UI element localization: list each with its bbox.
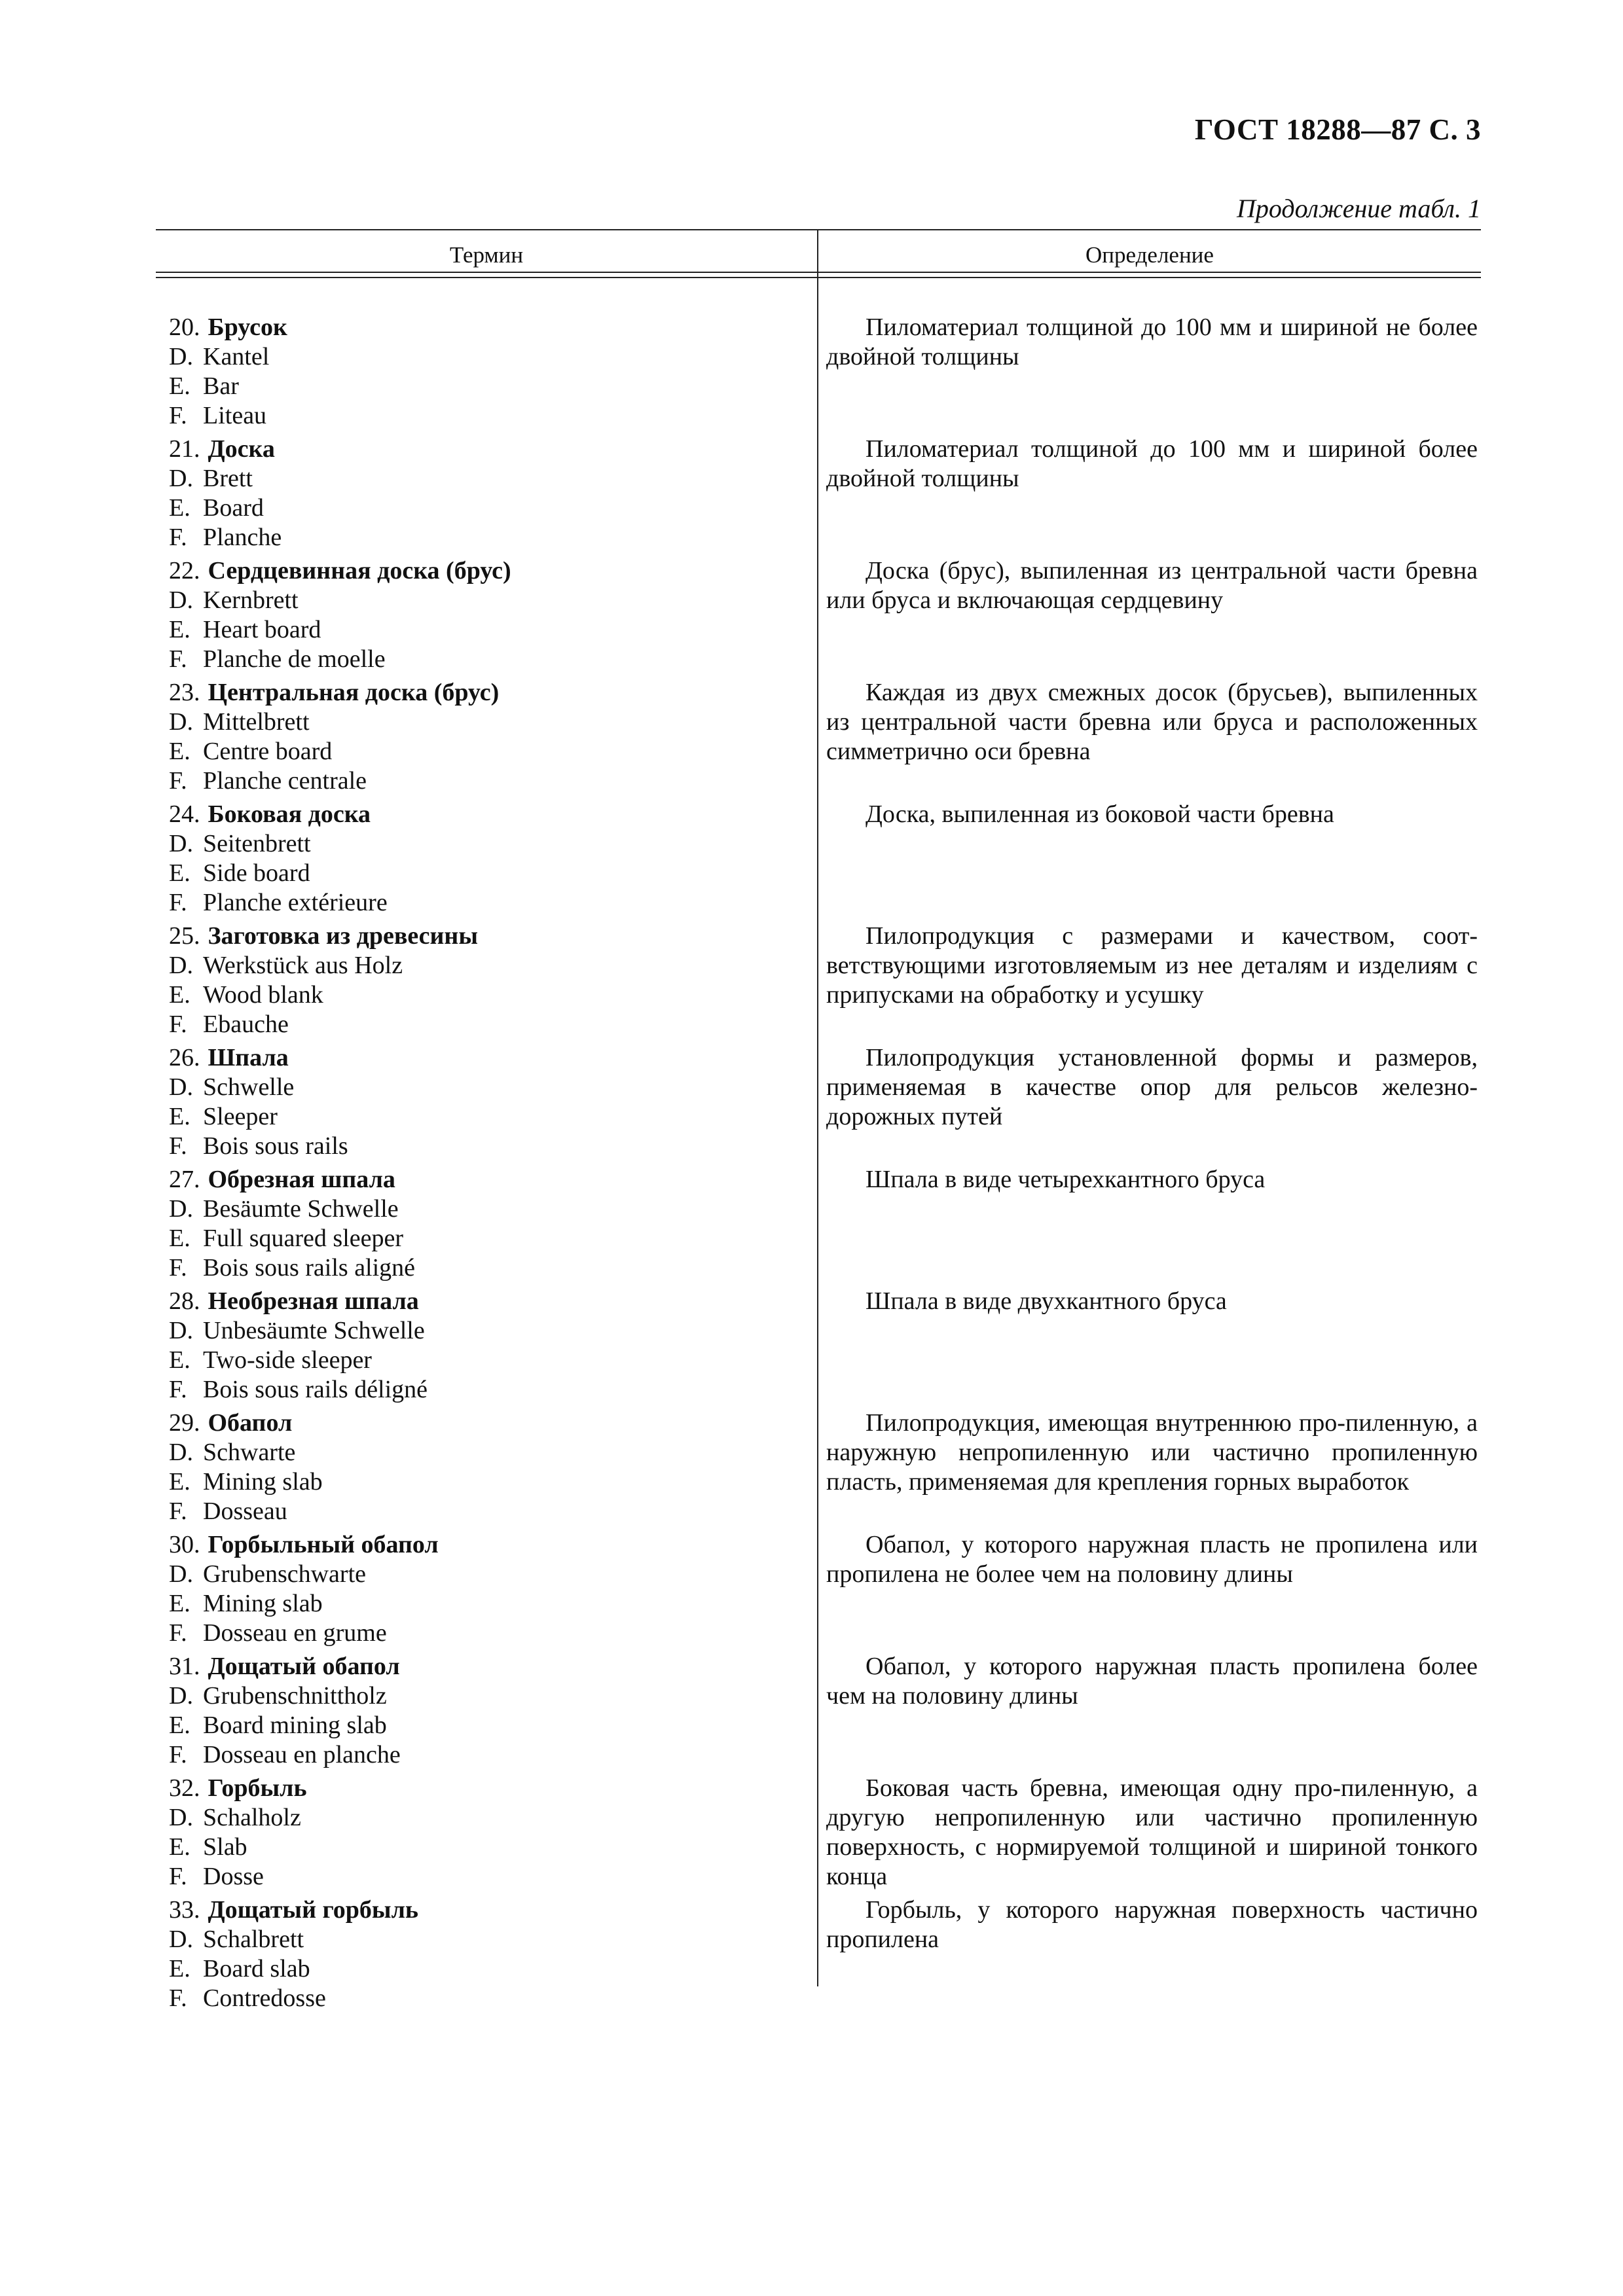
language-label: E. — [169, 1225, 191, 1252]
language-label: E. — [169, 372, 191, 400]
language-label: D. — [169, 1317, 193, 1344]
term-translation-de — [169, 1925, 811, 1954]
language-label: F. — [169, 524, 187, 551]
language-label: D. — [169, 1560, 193, 1588]
term-title-line — [169, 1408, 811, 1438]
term-translation-en — [169, 737, 811, 766]
definition-cell: Обапол, у которого наружная пласть пропилена более чем на половину длины — [826, 1653, 1478, 1710]
definition-cell: Горбыль, у которого наружная поверхность частично пропилена — [826, 1896, 1478, 1953]
term-translation-fr — [169, 1740, 811, 1770]
definition-cell: Пиломатериал толщиной до 100 мм и шириной не более двойной толщины — [826, 314, 1478, 370]
definition-cell: Боковая часть бревна, имеющая одну про-пиленную, а другую непропиленную или частично пропиленную поверхность, с нормируемой толщиной и шириной тонкого конца — [826, 1774, 1478, 1890]
term-translation-en — [169, 1954, 811, 1984]
translation-text: Seitenbrett — [203, 830, 311, 857]
translation-text: Planche — [203, 524, 282, 551]
definition-cell: Шпала в виде двухкантного бруса — [866, 1287, 1227, 1315]
term-translation-en — [169, 1102, 811, 1132]
term-cell — [169, 556, 811, 674]
term-translation-fr — [169, 645, 811, 674]
term-translation-en — [169, 1589, 811, 1619]
translation-text: Mittelbrett — [203, 708, 310, 736]
term-title-line — [169, 1652, 811, 1681]
definition-cell: Пилопродукция с размерами и качеством, соот-ветствующими изготовляемым из нее деталям и изделиям с припусками на обработку и усушку — [826, 922, 1478, 1009]
term-translation-de — [169, 1073, 811, 1102]
language-label: F. — [169, 889, 187, 916]
term-translation-en — [169, 1224, 811, 1253]
translation-text: Schwelle — [203, 1073, 295, 1101]
term-translation-fr — [169, 1375, 811, 1405]
term-cell — [169, 922, 811, 1039]
translation-text: Grubenschnittholz — [203, 1682, 387, 1710]
translation-text: Liteau — [203, 402, 267, 429]
term-cell — [169, 435, 811, 552]
translation-text: Brett — [203, 465, 253, 492]
term-russian: Центральная доска (брус) — [208, 679, 500, 706]
term-translation-fr — [169, 401, 811, 431]
language-label: D. — [169, 586, 193, 614]
definition-cell: Доска, выпиленная из боковой части бревна — [866, 800, 1334, 828]
term-russian: Горбыль — [208, 1774, 307, 1802]
term-translation-de — [169, 342, 811, 372]
term-russian: Доска — [208, 435, 275, 463]
term-cell — [169, 1895, 811, 2013]
term-translation-en — [169, 1346, 811, 1375]
definition-cell: Доска (брус), выпиленная из центральной части бревна или бруса и включающая сердцевину — [826, 557, 1478, 614]
term-number: 29. — [169, 1409, 200, 1437]
term-title-line — [169, 1530, 811, 1560]
term-title-line — [169, 556, 811, 586]
translation-text: Wood blank — [203, 981, 323, 1009]
language-label: D. — [169, 952, 193, 979]
translation-text: Dosseau — [203, 1498, 287, 1525]
term-russian: Дощатый обапол — [208, 1653, 400, 1680]
translation-text: Schwarte — [203, 1439, 296, 1466]
term-title-line — [169, 922, 811, 951]
term-cell — [169, 1408, 811, 1526]
term-russian: Заготовка из древесины — [208, 922, 478, 950]
term-cell — [169, 1287, 811, 1405]
term-title-line — [169, 678, 811, 708]
translation-text: Dosseau en planche — [203, 1741, 401, 1768]
translation-text: Planche extérieure — [203, 889, 388, 916]
language-label: F. — [169, 1863, 187, 1890]
translation-text: Werkstück aus Holz — [203, 952, 403, 979]
column-header-definition: Определение — [1085, 242, 1214, 268]
term-title-line — [169, 800, 811, 829]
term-cell — [169, 313, 811, 431]
term-title-line — [169, 1774, 811, 1803]
term-cell — [169, 1043, 811, 1161]
language-label: F. — [169, 402, 187, 429]
term-number: 32. — [169, 1774, 200, 1802]
translation-text: Planche de moelle — [203, 645, 386, 673]
language-label: E. — [169, 1590, 191, 1617]
translation-text: Centre board — [203, 738, 333, 765]
language-label: F. — [169, 1376, 187, 1403]
language-label: E. — [169, 494, 191, 522]
term-translation-fr — [169, 1862, 811, 1892]
definition-cell: Обапол, у которого наружная пласть не пропилена или пропилена не более чем на половину длины — [826, 1531, 1478, 1588]
language-label: E. — [169, 1955, 191, 1982]
term-title-line — [169, 1043, 811, 1073]
translation-text: Heart board — [203, 616, 321, 643]
translation-text: Bois sous rails aligné — [203, 1254, 416, 1282]
term-translation-fr — [169, 1619, 811, 1648]
term-translation-fr — [169, 1984, 811, 2013]
term-russian: Горбыльный обапол — [208, 1531, 439, 1558]
page-header-title: ГОСТ 18288—87 С. 3 — [1194, 113, 1481, 146]
term-number: 22. — [169, 557, 200, 584]
term-translation-en — [169, 980, 811, 1010]
language-label: E. — [169, 981, 191, 1009]
term-translation-en — [169, 372, 811, 401]
translation-text: Slab — [203, 1833, 247, 1861]
translation-text: Bar — [203, 372, 239, 400]
term-title-line — [169, 435, 811, 464]
term-translation-de — [169, 1560, 811, 1589]
term-translation-fr — [169, 1010, 811, 1039]
language-label: D. — [169, 1926, 193, 1953]
language-label: D. — [169, 1804, 193, 1831]
translation-text: Schalholz — [203, 1804, 301, 1831]
term-cell — [169, 1774, 811, 1892]
language-label: F. — [169, 767, 187, 795]
language-label: E. — [169, 738, 191, 765]
definition-cell: Каждая из двух смежных досок (брусьев), выпиленных из центральной части бревна или бруса и расположенных симметрично оси бревна — [826, 679, 1478, 765]
term-translation-en — [169, 493, 811, 523]
language-label: F. — [169, 645, 187, 673]
term-cell — [169, 1165, 811, 1283]
term-number: 26. — [169, 1044, 200, 1071]
language-label: D. — [169, 708, 193, 736]
table-top-rule — [156, 229, 1481, 230]
language-label: D. — [169, 1073, 193, 1101]
translation-text: Side board — [203, 859, 310, 887]
term-title-line — [169, 1165, 811, 1194]
term-translation-en — [169, 1711, 811, 1740]
definition-cell: Шпала в виде четырехкантного бруса — [866, 1166, 1266, 1193]
term-translation-de — [169, 1803, 811, 1833]
language-label: D. — [169, 1682, 193, 1710]
language-label: E. — [169, 1346, 191, 1374]
term-translation-de — [169, 1316, 811, 1346]
language-label: E. — [169, 1833, 191, 1861]
translation-text: Mining slab — [203, 1468, 323, 1496]
term-cell — [169, 1652, 811, 1770]
translation-text: Board — [203, 494, 264, 522]
term-translation-fr — [169, 1497, 811, 1526]
table-column-divider — [817, 229, 818, 1986]
term-number: 21. — [169, 435, 200, 463]
translation-text: Dosse — [203, 1863, 264, 1890]
definition-cell: Пиломатериал толщиной до 100 мм и шириной более двойной толщины — [826, 435, 1478, 492]
term-translation-en — [169, 1467, 811, 1497]
translation-text: Board slab — [203, 1955, 310, 1982]
translation-text: Ebauche — [203, 1011, 289, 1038]
translation-text: Dosseau en grume — [203, 1619, 387, 1647]
language-label: E. — [169, 1468, 191, 1496]
language-label: D. — [169, 465, 193, 492]
translation-text: Bois sous rails déligné — [203, 1376, 428, 1403]
term-number: 27. — [169, 1166, 200, 1193]
term-translation-fr — [169, 1253, 811, 1283]
translation-text: Kantel — [203, 343, 270, 370]
translation-text: Sleeper — [203, 1103, 278, 1130]
language-label: E. — [169, 1712, 191, 1739]
language-label: D. — [169, 830, 193, 857]
language-label: D. — [169, 1195, 193, 1223]
translation-text: Two-side sleeper — [203, 1346, 372, 1374]
language-label: F. — [169, 1254, 187, 1282]
term-translation-fr — [169, 523, 811, 552]
term-number: 31. — [169, 1653, 200, 1680]
language-label: D. — [169, 1439, 193, 1466]
translation-text: Contredosse — [203, 1984, 326, 2012]
language-label: F. — [169, 1498, 187, 1525]
translation-text: Kernbrett — [203, 586, 299, 614]
term-cell — [169, 800, 811, 918]
language-label: E. — [169, 616, 191, 643]
table-header-rule-double — [156, 277, 1481, 278]
language-label: F. — [169, 1619, 187, 1647]
term-number: 33. — [169, 1896, 200, 1924]
term-translation-en — [169, 615, 811, 645]
term-translation-fr — [169, 766, 811, 796]
language-label: F. — [169, 1132, 187, 1160]
translation-text: Schalbrett — [203, 1926, 304, 1953]
language-label: D. — [169, 343, 193, 370]
translation-text: Planche centrale — [203, 767, 367, 795]
term-number: 23. — [169, 679, 200, 706]
translation-text: Mining slab — [203, 1590, 323, 1617]
term-translation-de — [169, 1194, 811, 1224]
term-russian: Сердцевинная доска (брус) — [208, 557, 511, 584]
definition-cell: Пилопродукция, имеющая внутреннюю про-пиленную, а наружную непропиленную или частично пропиленную пласть, применяемая для крепления горных выработок — [826, 1409, 1478, 1496]
table-continuation-note: Продолжение табл. 1 — [1236, 194, 1481, 223]
translation-text: Full squared sleeper — [203, 1225, 404, 1252]
column-header-term: Термин — [449, 242, 524, 268]
term-translation-de — [169, 464, 811, 493]
term-russian: Обрезная шпала — [208, 1166, 395, 1193]
language-label: F. — [169, 1984, 187, 2012]
term-russian: Дощатый горбыль — [208, 1896, 418, 1924]
language-label: F. — [169, 1011, 187, 1038]
term-number: 30. — [169, 1531, 200, 1558]
term-cell — [169, 1530, 811, 1648]
term-title-line — [169, 313, 811, 342]
term-russian: Брусок — [208, 314, 287, 341]
term-title-line — [169, 1287, 811, 1316]
term-translation-de — [169, 586, 811, 615]
translation-text: Bois sous rails — [203, 1132, 348, 1160]
term-translation-de — [169, 1438, 811, 1467]
translation-text: Board mining slab — [203, 1712, 387, 1739]
term-number: 24. — [169, 800, 200, 828]
term-russian: Шпала — [208, 1044, 289, 1071]
term-translation-de — [169, 951, 811, 980]
translation-text: Grubenschwarte — [203, 1560, 367, 1588]
term-number: 20. — [169, 314, 200, 341]
term-translation-de — [169, 708, 811, 737]
term-translation-en — [169, 1833, 811, 1862]
term-translation-de — [169, 1681, 811, 1711]
term-russian: Обапол — [208, 1409, 293, 1437]
term-title-line — [169, 1895, 811, 1925]
term-number: 28. — [169, 1287, 200, 1315]
translation-text: Unbesäumte Schwelle — [203, 1317, 425, 1344]
term-translation-fr — [169, 1132, 811, 1161]
term-russian: Боковая доска — [208, 800, 371, 828]
definition-cell: Пилопродукция установленной формы и размеров, применяемая в качестве опор для рельсов железно-дорожных путей — [826, 1044, 1478, 1130]
term-translation-de — [169, 829, 811, 859]
language-label: E. — [169, 859, 191, 887]
term-cell — [169, 678, 811, 796]
term-russian: Необрезная шпала — [208, 1287, 419, 1315]
term-translation-fr — [169, 888, 811, 918]
term-translation-en — [169, 859, 811, 888]
term-number: 25. — [169, 922, 200, 950]
table-header-rule — [156, 272, 1481, 273]
language-label: E. — [169, 1103, 191, 1130]
translation-text: Besäumte Schwelle — [203, 1195, 399, 1223]
language-label: F. — [169, 1741, 187, 1768]
